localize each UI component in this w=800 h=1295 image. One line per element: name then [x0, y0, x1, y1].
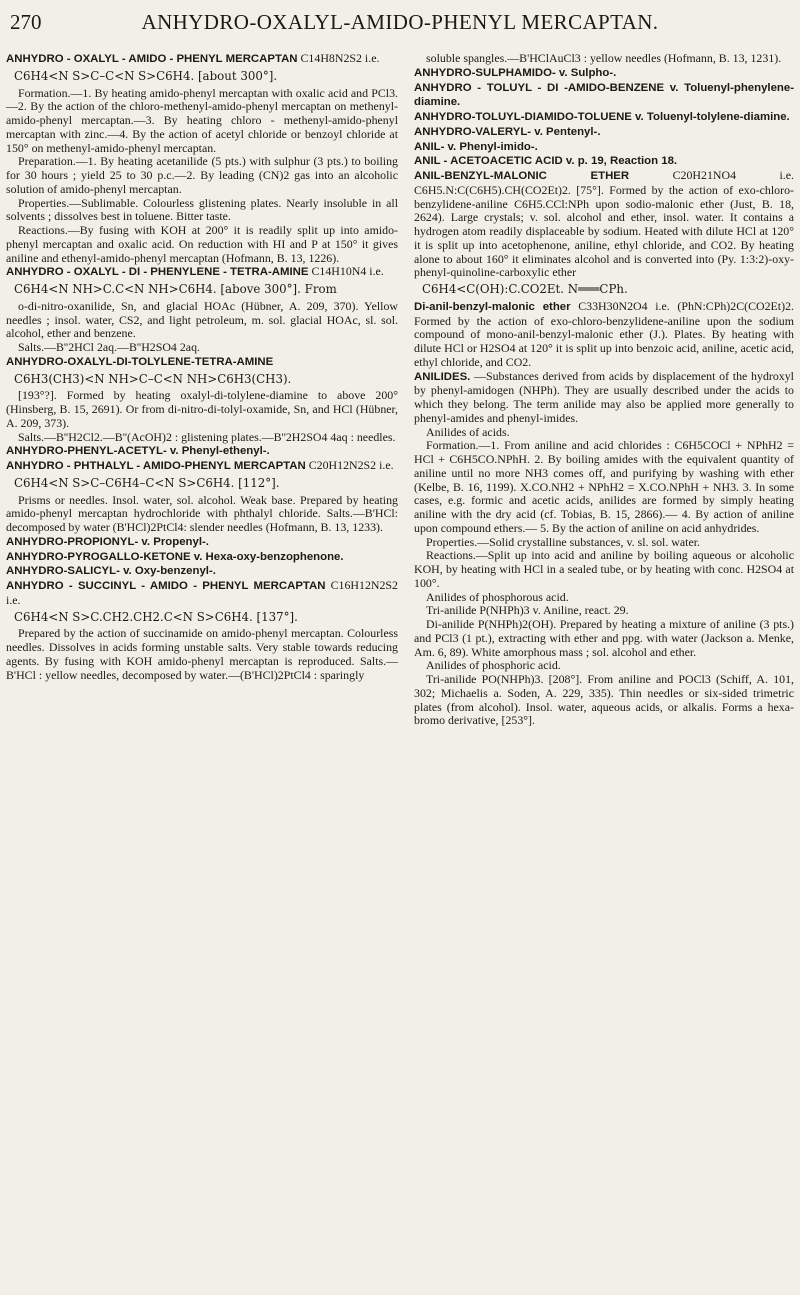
- page-header: [0, 6, 800, 38]
- entry-formula: C14H10N4 i.e.: [308, 264, 384, 279]
- entry-formula: C20H12N2S2 i.e.: [305, 458, 394, 472]
- entry-headword: ANIL-BENZYL-MALONIC ETHER: [414, 170, 630, 182]
- right-entry: [414, 300, 794, 370]
- structural-formula: C6H4<N NH>C.C<N NH>C6H4. [above 300°]. From: [14, 282, 337, 296]
- left-entry: Salts.—B''2HCl 2aq.—B''H2SO4 2aq.: [18, 340, 200, 354]
- right-entry: [414, 154, 794, 169]
- left-entry: [6, 265, 398, 280]
- entry-headword: ANHYDRO-OXALYL-DI-TOLYLENE-TETRA-AMINE: [6, 355, 274, 368]
- right-entry: Tri-anilide PO(NHPh)3. [208°]. From aniline and POCl3 (Schiff, A. 101, 302; Michaelis a. Soden, A. 229, 335). Thin needles or six-sided trimetric plates (from alcohol). Insol. water, aqueous acids, or alkalis. Forms a hexa-bromo derivative, [253°].: [414, 672, 794, 728]
- entry-headword: ANHYDRO-TOLUYL-DIAMIDO-TOLUENE v. Toluenyl-tolylene-diamine.: [414, 111, 790, 123]
- entry-headword: ANHYDRO-PHENYL-ACETYL- v. Phenyl-ethenyl-.: [6, 445, 270, 458]
- left-entry: [6, 444, 398, 459]
- right-entry: [414, 81, 794, 111]
- left-entry: Prepared by the action of succinamide on amido-phenyl mercaptan. Colourless needles. Dissolves in acids forming unstable salts. Very stable towards reducing agents. By fusing with KOH amido-phenyl mercaptan is reproduced. Salts.—B'HCl : yellow needles, decomposed by water.—(B'HCl)2PtCl4 : sparingly: [6, 626, 398, 682]
- right-entry: Formation.—1. From aniline and acid chlorides : C6H5COCl + NPhH2 = HCl + C6H5CO.NPhH. 2. By boiling amides with the equivalent quantity of aniline until no more NH3 comes off, and purifying by washing with ether (Kelbe, B. 16, 1199). X.CO.NH2 + NPhH2 = X.CO.NPhH + NH3. 3. In some cases, e.g. formic and acetic acids, anilides are formed by simply heating aniline with the dry acid (cf. Tobias, B. 15, 2866).— 4. By action of aniline upon compound ethers.— 5. By the action of aniline on acid anhydrides.: [414, 438, 794, 535]
- entry-headword: ANILIDES.: [414, 370, 471, 383]
- right-column: [414, 52, 794, 728]
- entry-headword: ANHYDRO-VALERYL- v. Pentenyl-.: [414, 125, 601, 138]
- running-head: ANHYDRO-OXALYL-AMIDO-PHENYL MERCAPTAN.: [141, 10, 659, 34]
- right-entry: [414, 66, 794, 81]
- left-entry: [6, 459, 398, 474]
- left-entry: [6, 535, 398, 550]
- right-entry: Di-anilide P(NHPh)2(OH). Prepared by heating a mixture of aniline (3 pts.) and PCl3 (1 pt.), extracting with ether and ppg. with water (Jackson a. Menke, Am. 6, 89). White amorphous mass ; sol. alcohol and ether.: [414, 617, 794, 659]
- left-entry: [6, 579, 398, 608]
- left-entry: Formation.—1. By heating amido-phenyl mercaptan with oxalic acid and PCl3.—2. By the action of the chloro-methenyl-amido-phenyl mercaptan on methenyl-amido-phenyl mercaptan.—3. By heating chloro - methenyl-amido-phenyl mercaptan with zinc.—4. By the action of acetyl chloride or benzoyl chloride at 150° on methenyl-amido-phenyl mercaptan.: [6, 85, 398, 155]
- right-entry: Reactions.—Split up into acid and aniline by boiling aqueous or alcoholic KOH, by heating with HCl in a sealed tube, or by heating with conc. H2SO4 at 100°.: [414, 548, 794, 590]
- structural-formula: C6H4<N S>C–C<N S>C6H4. [about 300°].: [14, 68, 278, 83]
- entry-headword: ANHYDRO - PHTHALYL - AMIDO-PHENYL MERCAPTAN: [6, 460, 306, 472]
- entry-headword: Di-anil-benzyl-malonic ether: [414, 300, 571, 313]
- left-entry: Preparation.—1. By heating acetanilide (5 pts.) with sulphur (3 pts.) to boiling for 30 hours ; yield 25 to 30 p.c.—2. By leading (CN)2 gas into an alcoholic solution of amido-phenyl mercaptan.: [6, 154, 398, 196]
- left-entry: [6, 355, 398, 370]
- entry-headword: ANHYDRO - TOLUYL - DI -AMIDO-BENZENE v. Toluenyl-phenylene-diamine.: [414, 81, 794, 109]
- right-entry: [414, 110, 794, 125]
- right-entry: Properties.—Solid crystalline substances, v. sl. sol. water.: [426, 534, 700, 549]
- right-entry: Tri-anilide P(NHPh)3 v. Aniline, react. 29.: [426, 603, 629, 618]
- page-number: 270: [10, 10, 42, 34]
- right-entry: Anilides of acids.: [426, 424, 510, 439]
- entry-headword: ANHYDRO-PYROGALLO-KETONE v. Hexa-oxy-benzophenone.: [6, 550, 344, 563]
- left-entry: Salts.—B''H2Cl2.—B''(AcOH)2 : glistening plates.—B''2H2SO4 4aq : needles.: [18, 429, 396, 444]
- left-entry: [6, 550, 398, 565]
- entry-formula: C20H21NO4 i.e. C6H5.N:C(C6H5).CH(CO2Et)2. [75°]. Formed by the action of exo-chloro-benzylidene-aniline C6H5.CCl:NPh upon sodio-malonic ether (Just, B. 18, 2624). Large crystals; v. sol. alcohol and ether, insol. water. It contains a hydrogen atom readily displaceable by sodium. Heated with dilute HCl at 120° it is split up into acetophenone, aniline, ethyl chloride, and CO2. By heating alone to about 160° it eliminates alcohol and is converted into (Py. 1:3:2)-oxy-phenyl-quinoline-carboxylic ether: [414, 168, 794, 280]
- entry-formula: C14H8N2S2 i.e.: [297, 51, 380, 65]
- entry-headword: ANHYDRO-SALICYL- v. Oxy-benzenyl-.: [6, 565, 216, 578]
- left-entry: Properties.—Sublimable. Colourless glistening plates. Nearly insoluble in all solvents ; dissolves best in toluene. Bitter taste.: [6, 195, 398, 224]
- right-entry: [414, 140, 794, 155]
- left-entry: [6, 564, 398, 579]
- left-entry: Reactions.—By fusing with KOH at 200° it is readily split up into amido-phenyl mercaptan and oxalic acid. On reduction with HI and P at 150° it gives aniline and ethenyl-amido-phenyl mercaptan (Hofmann, B. 13, 1226).: [6, 223, 398, 265]
- entry-formula: —Substances derived from acids by displacement of the hydroxyl by phenyl-amidogen (NHPh). They are usually described under the acids to which they belong. The term anilide may also be applied more generally to phenyl-amides and phenyl-imides.: [414, 368, 794, 425]
- right-entry: [414, 370, 794, 426]
- structural-formula: C6H3(CH3)<N NH>C–C<N NH>C6H3(CH3).: [14, 371, 292, 386]
- entry-headword: ANHYDRO-SULPHAMIDO- v. Sulpho-.: [414, 66, 617, 79]
- entry-headword: ANIL- v. Phenyl-imido-.: [414, 140, 538, 153]
- structural-formula: C6H4<N S>C–C6H4–C<N S>C6H4. [112°].: [14, 475, 280, 490]
- right-entry: Anilides of phosphoric acid.: [426, 658, 561, 673]
- entry-headword: ANHYDRO-PROPIONYL- v. Propenyl-.: [6, 535, 209, 548]
- left-entry: Prisms or needles. Insol. water, sol. alcohol. Weak base. Prepared by heating amido-phenyl mercaptan hydrochloride with phthalyl chloride. Salts.—B'HCl: decomposed by water (B'HCl)2PtCl4: slender needles (Hofmann, B. 13, 1233).: [6, 492, 398, 534]
- right-entry: [414, 169, 794, 280]
- right-entry: [414, 125, 794, 140]
- left-entry: o-di-nitro-oxanilide, Sn, and glacial HOAc (Hübner, A. 209, 370). Yellow needles ; insol. water, CS2, and light petroleum, m. sol. glacial HOAc, sl. sol. alcohol, ether and benzene.: [6, 298, 398, 341]
- entry-headword: ANIL - ACETOACETIC ACID v. p. 19, Reaction 18.: [414, 155, 678, 168]
- right-entry: soluble spangles.—B'HClAuCl3 : yellow needles (Hofmann, B. 13, 1231).: [426, 51, 782, 65]
- left-column: [6, 52, 398, 682]
- structural-formula: C6H4<C(OH):C.CO2Et. N═══CPh.: [422, 282, 628, 296]
- entry-headword: ANHYDRO - OXALYL - DI - PHENYLENE - TETRA-AMINE: [6, 266, 309, 279]
- left-entry: [193°?]. Formed by heating oxalyl-di-tolylene-diamine to above 200° (Hinsberg, B. 15, 2691). Or from di-nitro-di-tolyl-oxamide, Sn, and HCl (Hübner, A. 209, 373).: [6, 388, 398, 430]
- structural-formula: C6H4<N S>C.CH2.CH2.C<N S>C6H4. [137°].: [14, 609, 298, 624]
- entry-formula: C16H12N2S2 i.e.: [6, 578, 398, 607]
- entry-headword: ANHYDRO - OXALYL - AMIDO - PHENYL MERCAPTAN: [6, 53, 298, 65]
- entry-formula: C33H30N2O4 i.e. (PhN:CPh)2C(CO2Et)2. Formed by the action of exo-chloro-benzylidene-aniline upon the sodium compound of mono-anil-benzyl-malonic ether (J.). Plates. By heating with dilute HCl or H2SO4 at 120° it is split up into benzoic acid, aniline, acetic acid, ethyl chloride, and CO2.: [414, 298, 794, 369]
- entry-headword: ANHYDRO - SUCCINYL - AMIDO - PHENYL MERCAPTAN: [6, 580, 326, 592]
- left-entry: [6, 52, 398, 67]
- right-entry: Anilides of phosphorous acid.: [426, 589, 569, 604]
